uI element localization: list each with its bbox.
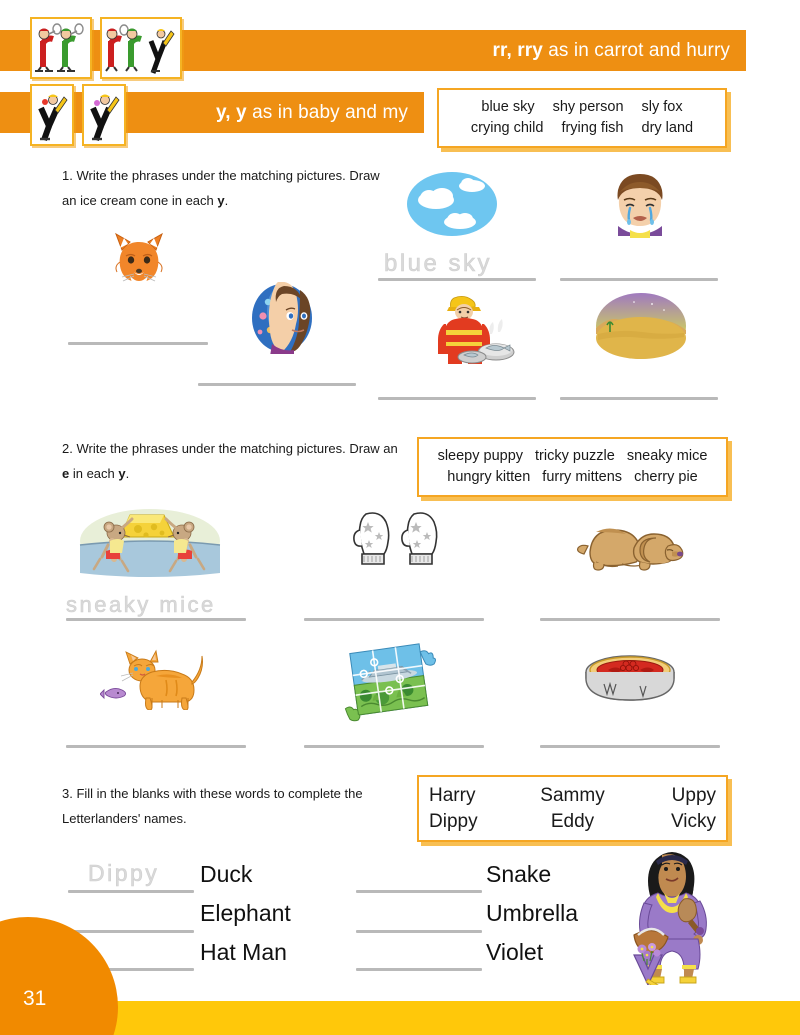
blank-line-e3-left-1[interactable]	[68, 890, 194, 893]
picture-frying-fish	[424, 290, 518, 366]
picture-sneaky-mice	[76, 503, 224, 579]
blank-line-e1-6[interactable]	[560, 397, 718, 400]
blank-line-e1-2[interactable]	[198, 383, 356, 386]
exercise-1-instruction-bold: y	[217, 192, 225, 208]
picture-sly-fox	[104, 228, 176, 300]
picture-cherry-pie	[578, 650, 682, 712]
exercise-1-instruction-text-1: 1. Write the phrases under the matching pictures. Draw an ice cream cone in each	[62, 168, 380, 208]
word-bank-2-item: tricky puzzle	[535, 448, 615, 464]
letter-tile-rry-icon	[100, 17, 182, 79]
word-bank-1-item: sly fox	[641, 99, 683, 115]
picture-blue-sky	[404, 168, 500, 240]
blank-line-e2-3[interactable]	[540, 618, 720, 621]
word-bank-2-item: cherry pie	[634, 469, 698, 486]
exercise-1-instruction	[62, 164, 392, 213]
exercise-3-label-snake: Snake	[486, 861, 552, 887]
page-number: 31	[23, 987, 47, 1010]
page-number-badge	[0, 917, 118, 1035]
word-bank-3-row-2	[429, 809, 716, 835]
exercise-1-instruction-text-2: .	[224, 192, 229, 208]
word-bank-2-item: furry mittens	[542, 469, 623, 486]
word-bank-1-item: crying child	[470, 120, 544, 137]
word-bank-1-item: dry land	[641, 120, 694, 137]
word-bank-2	[417, 437, 728, 497]
exercise-3-label-duck: Duck	[200, 861, 253, 887]
blank-line-e3-right-2[interactable]	[356, 930, 482, 933]
picture-furry-mittens	[352, 506, 444, 578]
word-bank-2-item: hungry kitten	[447, 469, 531, 486]
word-bank-3-item: Sammy	[540, 785, 605, 806]
word-bank-2-item: sleepy puppy	[437, 448, 524, 464]
word-bank-1-item: blue sky	[481, 99, 535, 115]
blank-line-e3-right-1[interactable]	[356, 890, 482, 893]
picture-hungry-kitten	[100, 648, 204, 710]
banner-rr-rry-rest: as in carrot and hurry	[542, 39, 730, 61]
exercise-2-instruction-text-2: in each	[69, 465, 119, 481]
blank-line-e3-right-3[interactable]	[356, 968, 482, 971]
word-bank-2-row-1	[431, 446, 714, 467]
exercise-3-label-elephant: Elephant	[200, 900, 291, 926]
exercise-3-label-violet: Violet	[486, 939, 544, 965]
word-bank-1-row-1	[451, 97, 713, 118]
exercise-2-instruction-bold-e: e	[62, 465, 70, 481]
letter-tile-y-2-icon	[82, 84, 126, 146]
blank-line-e1-1[interactable]	[68, 342, 208, 345]
blank-line-e1-3[interactable]	[378, 278, 536, 281]
blank-line-e2-4[interactable]	[66, 745, 246, 748]
blank-line-e2-1[interactable]	[66, 618, 246, 621]
picture-shy-person	[248, 282, 326, 354]
blank-line-e3-left-2[interactable]	[68, 930, 194, 933]
word-bank-3-row-1	[429, 783, 716, 809]
word-bank-2-row-2	[431, 467, 714, 488]
exercise-2-traced-answer: sneaky mice	[66, 592, 216, 617]
word-bank-3-item: Uppy	[671, 785, 717, 806]
blank-line-e2-6[interactable]	[540, 745, 720, 748]
exercise-1-traced-answer: blue sky	[384, 250, 493, 277]
word-bank-2-item: sneaky mice	[626, 448, 708, 464]
picture-tricky-puzzle	[340, 640, 444, 722]
word-bank-3-item: Eddy	[550, 810, 595, 832]
exercise-3-instruction: 3. Fill in the blanks with these words to complete the Letterlanders' names.	[62, 786, 363, 826]
footer-bar	[105, 1001, 800, 1035]
word-bank-3-item: Dippy	[429, 810, 478, 832]
exercise-2-instruction-bold-y: y	[118, 465, 126, 481]
picture-violet-letterlander	[612, 843, 732, 985]
blank-line-e1-4[interactable]	[560, 278, 718, 281]
word-bank-1	[437, 88, 727, 148]
word-bank-3	[417, 775, 728, 842]
blank-line-e1-5[interactable]	[378, 397, 536, 400]
exercise-3-label-hat-man: Hat Man	[200, 939, 287, 965]
exercise-3-label-umbrella: Umbrella	[486, 900, 579, 926]
word-bank-3-item: Harry	[429, 785, 476, 806]
blank-line-e2-2[interactable]	[304, 618, 484, 621]
banner-y-y-rest: as in baby and my	[246, 101, 408, 123]
banner-y-y-bold: y, y	[216, 101, 247, 123]
exercise-3-traced-answer-dippy: Dippy	[88, 860, 160, 886]
picture-sleepy-puppy	[572, 518, 686, 572]
letter-tile-y-1-icon	[30, 84, 74, 146]
blank-line-e2-5[interactable]	[304, 745, 484, 748]
exercise-2-instruction	[62, 437, 407, 486]
letter-tile-rr-icon	[30, 17, 92, 79]
exercise-2-instruction-text-1: 2. Write the phrases under the matching pictures. Draw an	[62, 441, 398, 456]
picture-dry-land	[594, 290, 688, 362]
picture-crying-child	[604, 172, 676, 240]
banner-y-y-text	[216, 102, 424, 124]
word-bank-1-item: frying fish	[561, 120, 624, 137]
banner-rr-rry-bold: rr, rry	[492, 39, 543, 61]
exercise-2-instruction-text-3: .	[125, 465, 130, 481]
word-bank-1-item: shy person	[552, 99, 624, 115]
word-bank-3-item: Vicky	[670, 810, 717, 832]
banner-rr-rry-text	[493, 40, 746, 62]
word-bank-1-row-2	[451, 118, 713, 139]
